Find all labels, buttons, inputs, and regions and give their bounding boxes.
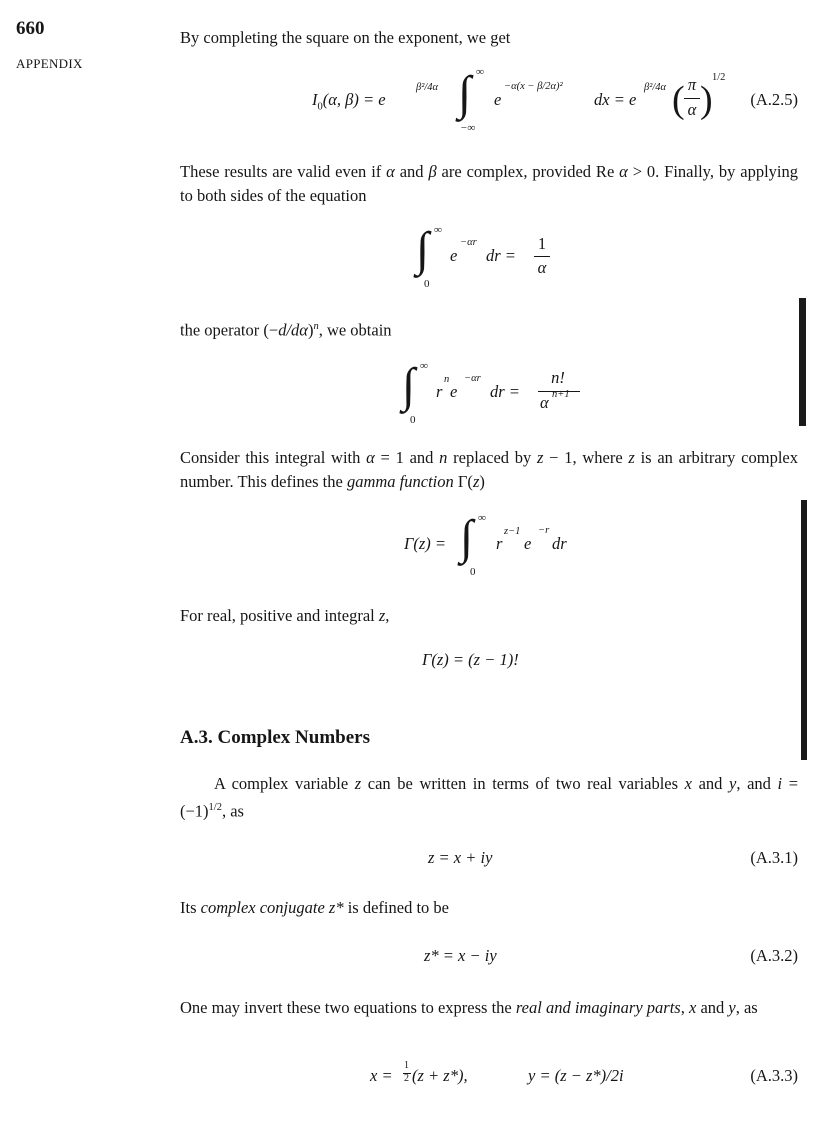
fraction-bar [684,98,700,99]
scan-margin-bar [799,298,806,426]
equation-a-3-3: x = 1 2 (z + z*), y = (z − z*)/2i [370,1060,624,1085]
integral-sign: ∫ [458,67,472,120]
equation-basic-integral: ∫ ∞ 0 e −αr dr = 1 α [416,222,576,292]
paragraph-operator: the operator $(-d/d\alpha)^n$, we obtain [180,320,392,340]
section-heading: A.3. Complex Numbers [180,727,370,748]
equation-number-a-3-3: (A.3.3) [750,1066,798,1085]
equation-a-2-5: $I_0(\alpha$, β) = e β²/4α ∫ ∞ −∞ e −α(x − β/2α)² dx = e β²/4α ( π α ) 1/2 [312,66,726,134]
equation-number-a-3-1: (A.3.1) [750,848,798,867]
paragraph-complex-valid: These results are valid even if α and β are complex, provided Re α > 0. Finally, by applying to both sides of the equation [180,162,798,205]
paragraph-complex-variable: A complex variable z can be written in terms of two real variables x and y, and $i = (-1)^{1/2}$, as [180,774,798,821]
paragraph-conjugate: Its complex conjugate z* is defined to be [180,898,449,917]
paragraph-intro: By completing the square on the exponent, we get [180,28,511,47]
scan-margin-bar [801,500,807,760]
equation-number-a-3-2: (A.3.2) [750,946,798,965]
equation-a-3-1: z = x + iy [428,848,493,867]
equation-number-a-2-5: (A.2.5) [750,90,798,109]
equation-gamma-factorial: Γ(z) = (z − 1)! [422,650,519,669]
equation-gamma-definition: Γ(z) = ∫ ∞ 0 r z−1 e −r dr [404,511,567,578]
paragraph-gamma-intro: Consider this integral with α = 1 and n replaced by z − 1, where z is an arbitrary complex number. This defines the gamma function Γ(z) [180,448,798,491]
paragraph-real-integral: For real, positive and integral z, [180,606,390,625]
running-head: APPENDIX [16,56,83,71]
page-number: 660 [16,18,45,39]
equation-a-3-2: z* = x − iy [424,946,497,965]
paragraph-invert: One may invert these two equations to express the real and imaginary parts, x and y, as [180,998,758,1017]
equation-derivative-integral: ∫ ∞ 0 r n e −αr dr = n! α n+1 [402,358,602,430]
